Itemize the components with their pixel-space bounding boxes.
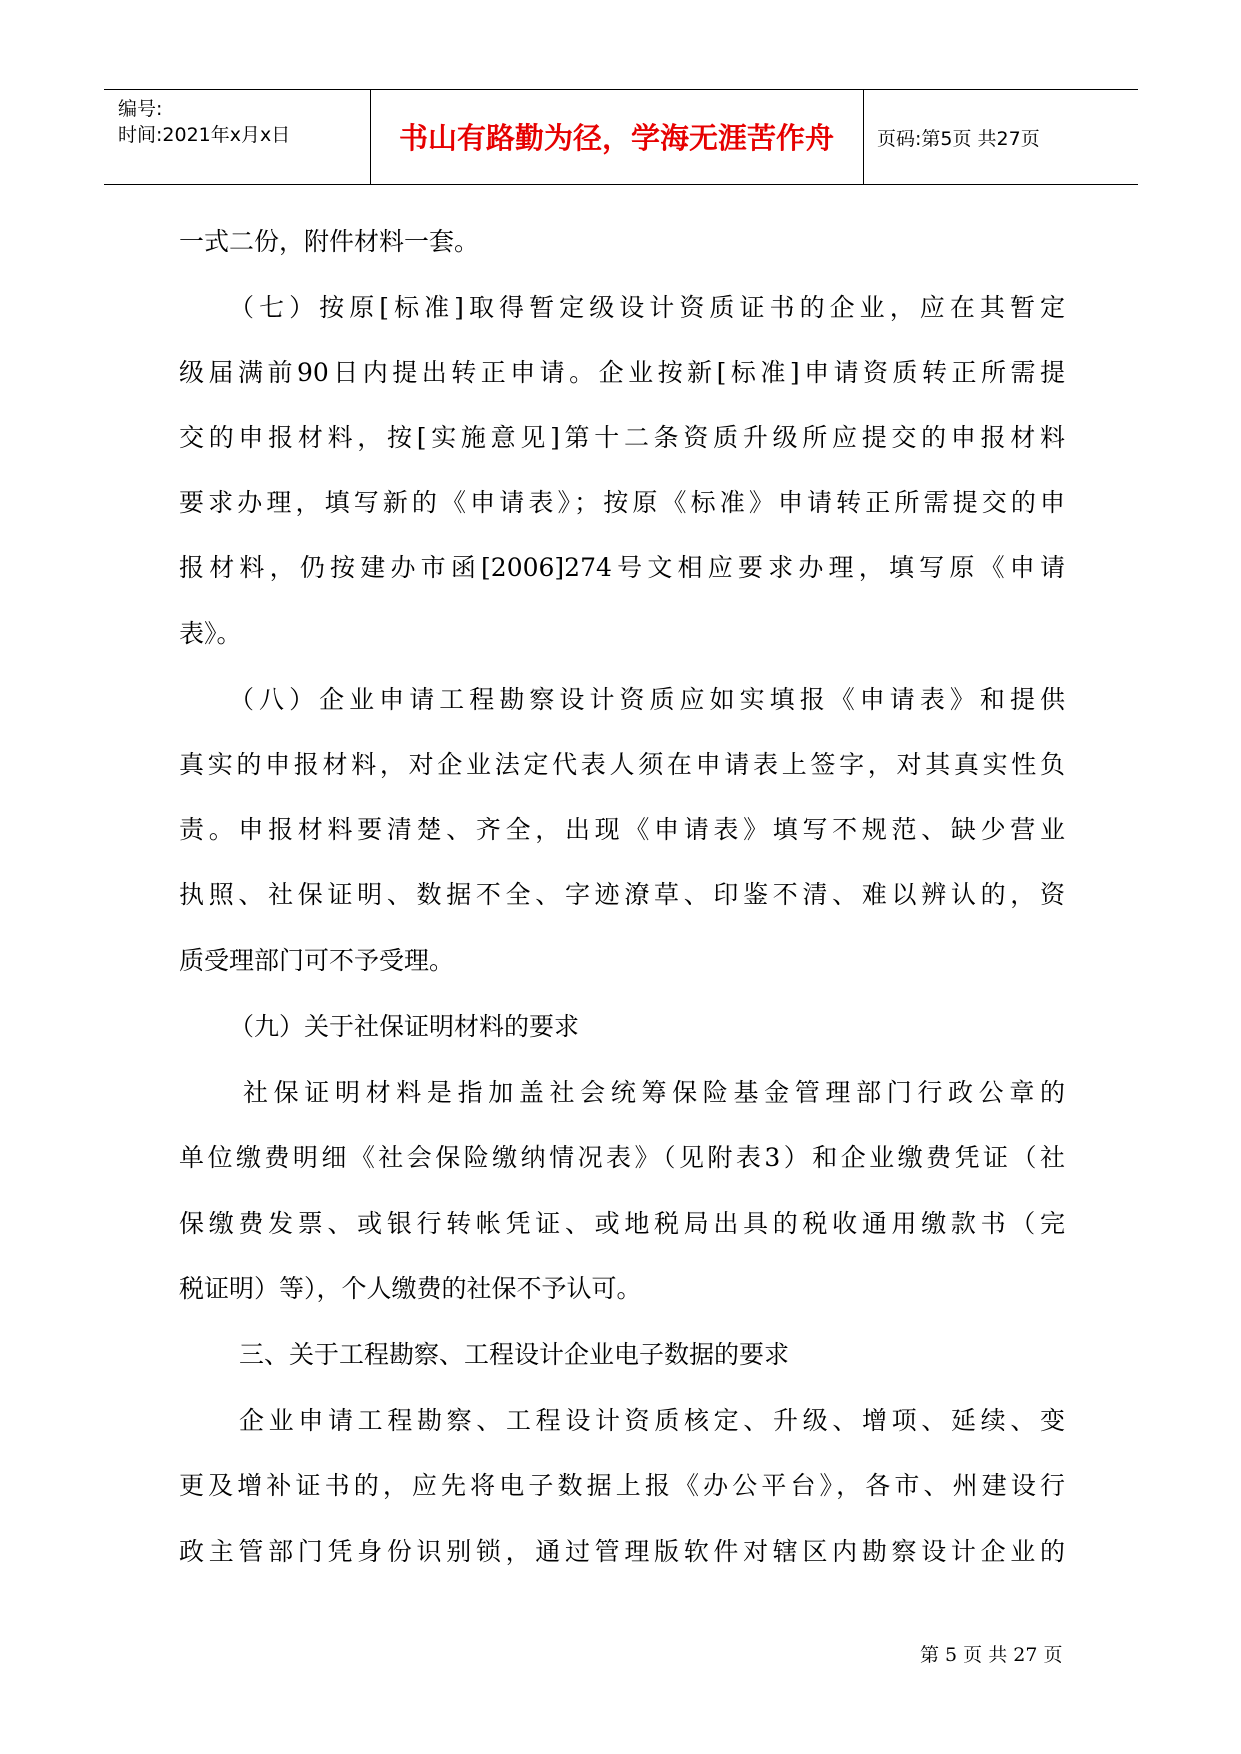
header-page-cell	[863, 90, 1138, 184]
text-line: 企业申请工程勘察、工程设计资质核定、升级、增项、延续、变	[239, 1406, 1065, 1435]
section-subheading: （九）关于社保证明材料的要求	[229, 1012, 580, 1041]
text-line: 交的申报材料，按[实施意见]第十二条资质升级所应提交的申报材料	[179, 423, 1065, 452]
text-line: （七）按原[标准]取得暂定级设计资质证书的企业，应在其暂定	[229, 293, 1065, 322]
text-line: 保缴费发票、或银行转帐凭证、或地税局出具的税收通用缴款书（完	[179, 1209, 1065, 1238]
header-motto-cell	[370, 90, 864, 184]
page-header	[104, 89, 1138, 185]
text-line: 执照、社保证明、数据不全、字迹潦草、印鉴不清、难以辨认的，资	[179, 880, 1065, 909]
text-line: 责。申报材料要清楚、齐全，出现《申请表》填写不规范、缺少营业	[179, 815, 1065, 844]
serial-number-label: 编号:	[118, 98, 163, 120]
text-line: 更及增补证书的，应先将电子数据上报《办公平台》，各市、州建设行	[179, 1471, 1065, 1500]
text-line: 税证明）等），个人缴费的社保不予认可。	[179, 1274, 642, 1303]
section-heading: 三、关于工程勘察、工程设计企业电子数据的要求	[239, 1340, 790, 1369]
text-line: 真实的申报材料，对企业法定代表人须在申请表上签字，对其真实性负	[179, 750, 1065, 779]
header-page-number: 页码:第5页 共27页	[877, 128, 1040, 150]
page-footer: 第 5 页 共 27 页	[920, 1644, 1063, 1666]
text-line: 单位缴费明细《社会保险缴纳情况表》（见附表3）和企业缴费凭证（社	[179, 1143, 1065, 1172]
text-line: 要求办理，填写新的《申请表》；按原《标准》申请转正所需提交的申	[179, 488, 1065, 517]
text-line: 一式二份，附件材料一套。	[179, 227, 480, 256]
motto: 书山有路勤为径，学海无涯苦作舟	[398, 121, 834, 155]
date-label: 时间:2021年x月x日	[118, 124, 291, 146]
text-line: （八）企业申请工程勘察设计资质应如实填报《申请表》和提供	[229, 685, 1065, 714]
text-line: 政主管部门凭身份识别锁，通过管理版软件对辖区内勘察设计企业的	[179, 1537, 1065, 1566]
text-line: 表》。	[179, 619, 242, 648]
text-line: 报材料，仍按建办市函[2006]274号文相应要求办理，填写原《申请	[179, 553, 1065, 582]
header-meta-cell	[104, 90, 371, 184]
text-line: 级届满前90日内提出转正申请。企业按新[标准]申请资质转正所需提	[179, 358, 1065, 387]
text-line: 社保证明材料是指加盖社会统筹保险基金管理部门行政公章的	[243, 1078, 1065, 1107]
text-line: 质受理部门可不予受理。	[179, 946, 455, 975]
